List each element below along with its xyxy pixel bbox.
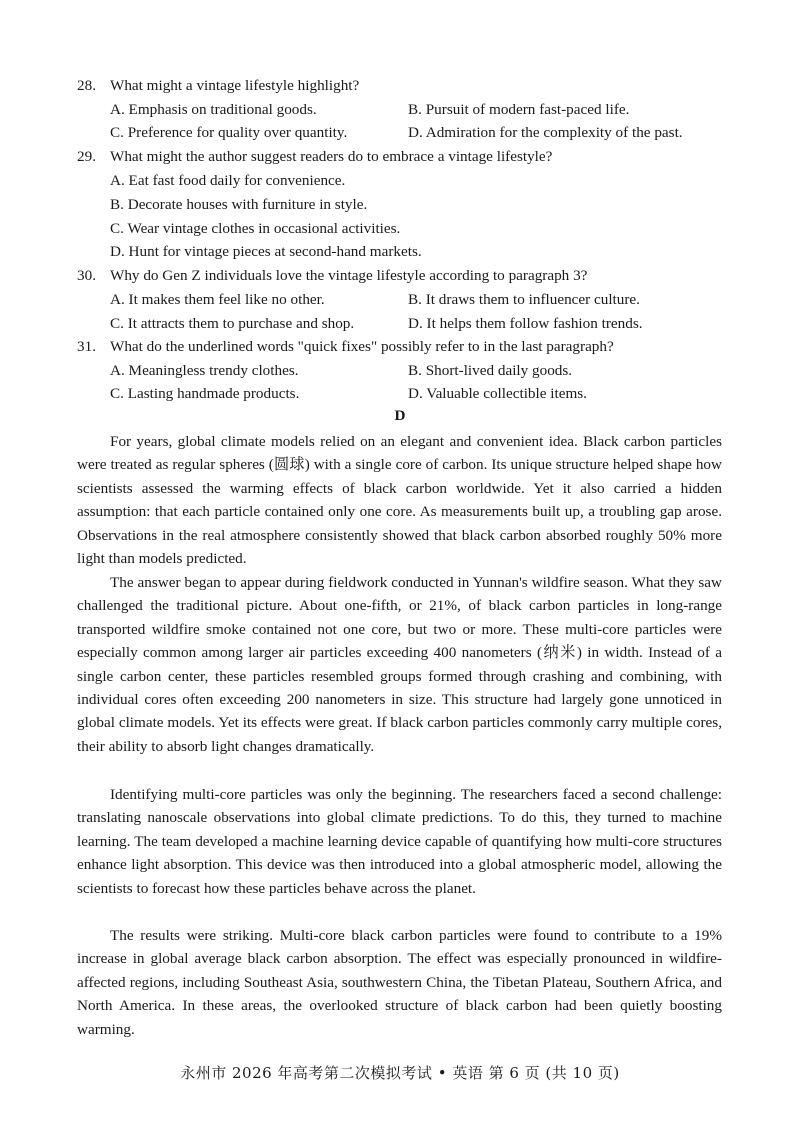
passage-paragraph-1: For years, global climate models relied on an elegant and convenient idea. Black carbon particles were treated as regular spheres (圆球) with a single core of carbon. Its unique structure helped shape how scientists assessed the warming effects of black carbon worldwide. Yet it also carried a hidden assumption: that each particle contained only one core. As measurements built up, a troubling gap arose. Observations in the real atmosphere consistently showed that black carbon absorbed roughly 50% more light than models predicted.: [77, 433, 722, 568]
option-c: C. It attracts them to purchase and shop.: [110, 315, 355, 332]
option-c: C. Lasting handmade products.: [110, 385, 300, 402]
question-number: 31.: [77, 338, 96, 355]
option-b: B. Pursuit of modern fast-paced life.: [408, 101, 630, 118]
option-a: A. Meaningless trendy clothes.: [110, 362, 299, 379]
option-a: A. Eat fast food daily for convenience.: [110, 172, 346, 189]
question-number: 29.: [77, 148, 96, 165]
option-a: A. It makes them feel like no other.: [110, 291, 325, 308]
option-d: D. Admiration for the complexity of the past.: [408, 124, 683, 141]
question-stem: What might the author suggest readers do to embrace a vintage lifestyle?: [110, 148, 553, 165]
reading-passage: [77, 430, 722, 570]
option-d: D. Hunt for vintage pieces at second-hand markets.: [110, 243, 422, 260]
question-number: 30.: [77, 267, 96, 284]
option-b: B. Decorate houses with furniture in style.: [110, 196, 368, 213]
option-a: A. Emphasis on traditional goods.: [110, 101, 317, 118]
question-stem: Why do Gen Z individuals love the vintage lifestyle according to paragraph 3?: [110, 267, 588, 284]
reading-passage: [77, 783, 722, 900]
reading-passage: [77, 924, 722, 1041]
question-stem: What might a vintage lifestyle highlight?: [110, 77, 360, 94]
question-29: [77, 148, 552, 166]
page-footer: 永州市 2026 年高考第二次模拟考试 • 英语 第 6 页 (共 10 页): [180, 1064, 620, 1082]
question-28: [77, 77, 359, 95]
passage-paragraph-3: Identifying multi-core particles was only the beginning. The researchers faced a second challenge: translating nanoscale observations into global climate predictions. To do this, they turned to machine learning. The team developed a machine learning device capable of quantifying how multi-core structures enhance light absorption. This device was then introduced into a global atmospheric model, allowing the scientists to forecast how these particles behave across the planet.: [77, 786, 722, 897]
passage-paragraph-4: The results were striking. Multi-core black carbon particles were found to contribute to a 19% increase in global average black carbon absorption. The effect was especially pronounced in wildfire-affected regions, including Southeast Asia, southwestern China, the Tibetan Plateau, Southern Africa, and North America. In these areas, the overlooked structure of black carbon had been quietly boosting warming.: [77, 927, 722, 1038]
option-c: C. Preference for quality over quantity.: [110, 124, 348, 141]
option-d: D. It helps them follow fashion trends.: [408, 315, 643, 332]
option-c: C. Wear vintage clothes in occasional activities.: [110, 220, 401, 237]
option-b: B. Short-lived daily goods.: [408, 362, 573, 379]
question-number: 28.: [77, 77, 96, 94]
option-b: B. It draws them to influencer culture.: [408, 291, 640, 308]
reading-passage: [77, 571, 722, 758]
passage-paragraph-2: The answer began to appear during fieldwork conducted in Yunnan's wildfire season. What they saw challenged the traditional picture. About one-fifth, or 21%, of black carbon particles in long-range transported wildfire smoke contained not one core, but two or more. These multi-core particles were especially common among larger air particles exceeding 400 nanometers (纳米) in width. Instead of a single carbon center, these particles resembled groups formed through crashing and combining, with individual cores often exceeding 200 nanometers in size. This structure had largely gone unnoticed in global climate models. Yet its effects were great. If black carbon particles commonly carry multiple cores, their ability to absorb light changes dramatically.: [77, 574, 722, 755]
question-31: [77, 338, 614, 356]
question-30: [77, 267, 587, 285]
section-heading: D: [394, 407, 406, 424]
option-d: D. Valuable collectible items.: [408, 385, 587, 402]
question-stem: What do the underlined words "quick fixes" possibly refer to in the last paragraph?: [110, 338, 614, 355]
